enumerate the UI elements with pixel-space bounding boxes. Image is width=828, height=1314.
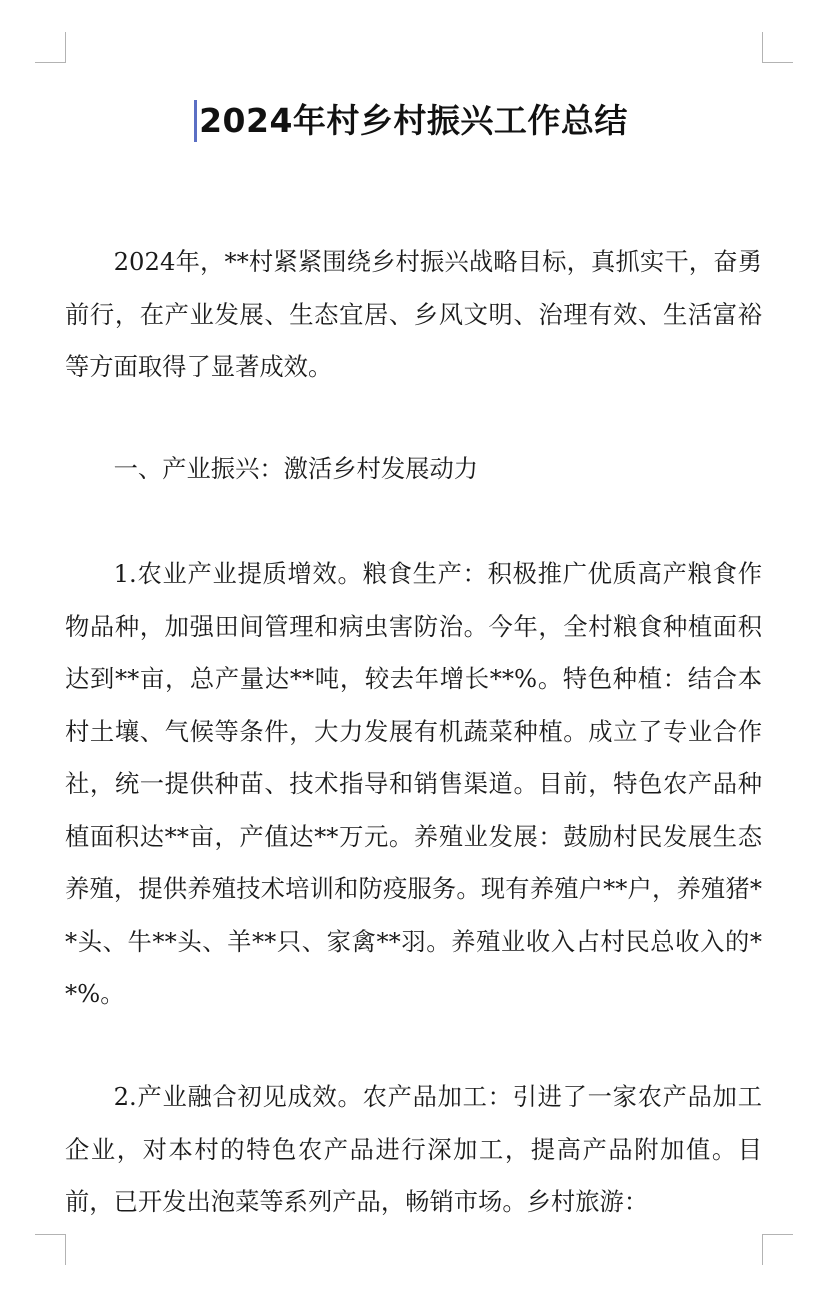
crop-mark-top-right — [762, 32, 793, 63]
crop-mark-top-left — [35, 32, 66, 63]
crop-mark-bottom-right — [762, 1234, 793, 1265]
section-heading-industry[interactable] — [65, 443, 762, 496]
paragraph-agriculture[interactable] — [65, 548, 762, 1021]
paragraph-text: 2.产业融合初见成效。农产品加工：引进了一家农产品加工企业，对本村的特色农产品进行深加工，提高产品附加值。目前，已开发出泡菜等系列产品，畅销市场。乡村旅游： — [65, 1082, 762, 1216]
crop-mark-bottom-left — [35, 1234, 66, 1265]
paragraph-intro[interactable] — [65, 236, 762, 394]
paragraph-text: 1.农业产业提质增效。粮食生产：积极推广优质高产粮食作物品种，加强田间管理和病虫害防治。今年，全村粮食种植面积达到**亩，总产量达**吨，较去年增长**%。特色种植：结合本村土壤、气候等条件，大力发展有机蔬菜种植。成立了专业合作社，统一提供种苗、技术指导和销售渠道。目前，特色农产品种植面积达**亩，产值达**万元。养殖业发展：鼓励村民发展生态养殖，提供养殖技术培训和防疫服务。现有养殖户**户，养殖猪**头、牛**头、羊**只、家禽**羽。养殖业收入占村民总收入的**%。 — [65, 559, 762, 1008]
document-title-container[interactable] — [199, 98, 628, 144]
document-title: 2024年村乡村振兴工作总结 — [199, 101, 628, 140]
section-heading-text: 一、产业振兴：激活乡村发展动力 — [113, 454, 479, 483]
paragraph-text: 2024年，**村紧紧围绕乡村振兴战略目标，真抓实干，奋勇前行，在产业发展、生态宜居、乡风文明、治理有效、生活富裕等方面取得了显著成效。 — [65, 247, 762, 381]
paragraph-industry-integration[interactable] — [65, 1071, 762, 1229]
text-cursor — [194, 100, 197, 142]
title-block — [65, 98, 762, 144]
